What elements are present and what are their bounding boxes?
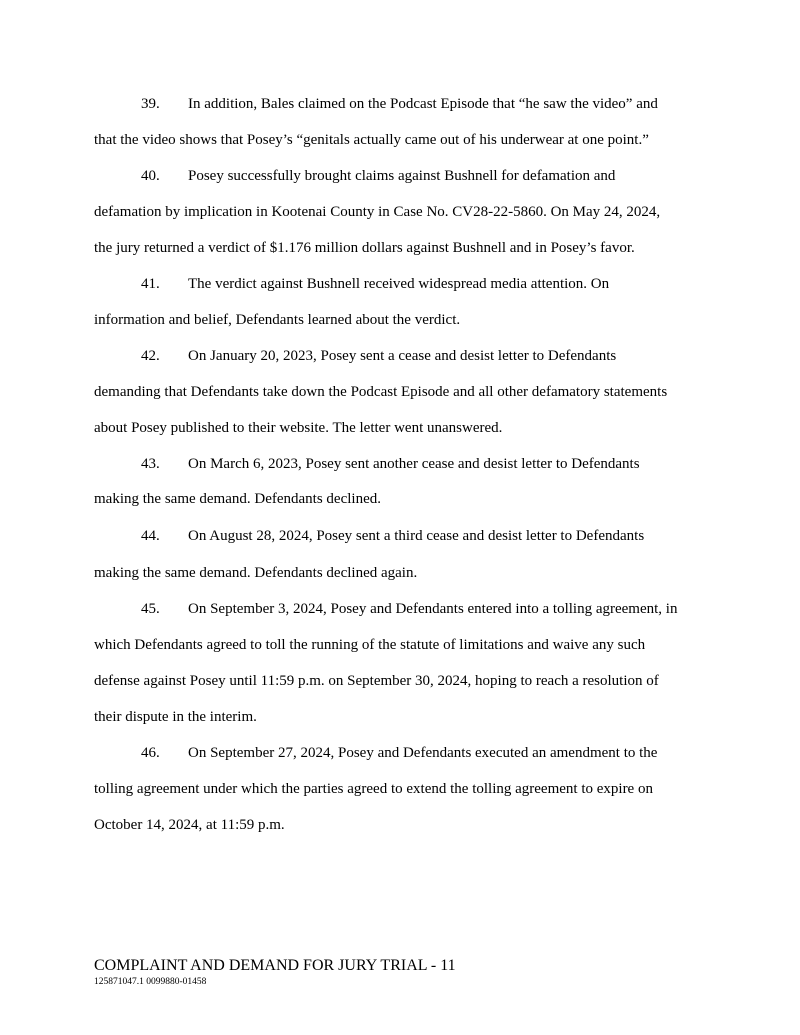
paragraph-40-line-1 [141,167,615,185]
paragraph-44-line-1 [141,527,644,545]
paragraph-text: The verdict against Bushnell received widespread media attention. On [188,276,610,292]
paragraph-41-line-2: information and belief, Defendants learned about the verdict. [94,312,461,328]
paragraph-number: 44. [141,528,160,544]
paragraph-42-line-3: about Posey published to their website. The letter went unanswered. [94,420,503,436]
paragraph-40-line-2: defamation by implication in Kootenai County in Case No. CV28-22-5860. On May 24, 2024, [94,204,661,220]
paragraph-number: 45. [141,601,160,617]
paragraph-43-line-2: making the same demand. Defendants declined. [94,491,381,507]
paragraph-42-line-2: demanding that Defendants take down the Podcast Episode and all other defamatory statements [94,384,668,400]
paragraph-40-line-3: the jury returned a verdict of $1.176 million dollars against Bushnell and in Posey’s favor. [94,240,635,256]
paragraph-text: On September 27, 2024, Posey and Defendants executed an amendment to the [188,745,658,761]
paragraph-number: 41. [141,276,160,292]
paragraph-text: On January 20, 2023, Posey sent a cease and desist letter to Defendants [188,348,617,364]
footer-document-id: 125871047.1 0099880-01458 [94,977,207,987]
paragraph-39-line-1 [141,95,658,113]
paragraph-number: 46. [141,745,160,761]
paragraph-46-line-3: October 14, 2024, at 11:59 p.m. [94,817,285,833]
paragraph-43-line-1 [141,455,640,473]
paragraph-45-line-4: their dispute in the interim. [94,709,257,725]
paragraph-44-line-2: making the same demand. Defendants declined again. [94,565,418,581]
paragraph-text: On March 6, 2023, Posey sent another cease and desist letter to Defendants [188,456,640,472]
paragraph-number: 40. [141,168,160,184]
paragraph-number: 43. [141,456,160,472]
paragraph-41-line-1 [141,275,609,293]
paragraph-text: Posey successfully brought claims against Bushnell for defamation and [188,168,616,184]
paragraph-46-line-2: tolling agreement under which the parties agreed to extend the tolling agreement to expire on [94,781,653,797]
paragraph-42-line-1 [141,347,616,365]
paragraph-number: 42. [141,348,160,364]
paragraph-45-line-1 [141,600,677,618]
paragraph-39-line-2: that the video shows that Posey’s “genitals actually came out of his underwear at one point.” [94,132,649,148]
paragraph-text: On August 28, 2024, Posey sent a third cease and desist letter to Defendants [188,528,645,544]
paragraph-46-line-1 [141,744,657,762]
paragraph-text: In addition, Bales claimed on the Podcast Episode that “he saw the video” and [188,96,658,112]
paragraph-45-line-3: defense against Posey until 11:59 p.m. on September 30, 2024, hoping to reach a resolution of [94,673,659,689]
paragraph-number: 39. [141,96,160,112]
paragraph-text: On September 3, 2024, Posey and Defendants entered into a tolling agreement, in [188,601,678,617]
footer-document-title: COMPLAINT AND DEMAND FOR JURY TRIAL - 11 [94,957,456,974]
paragraph-45-line-2: which Defendants agreed to toll the running of the statute of limitations and waive any such [94,637,646,653]
